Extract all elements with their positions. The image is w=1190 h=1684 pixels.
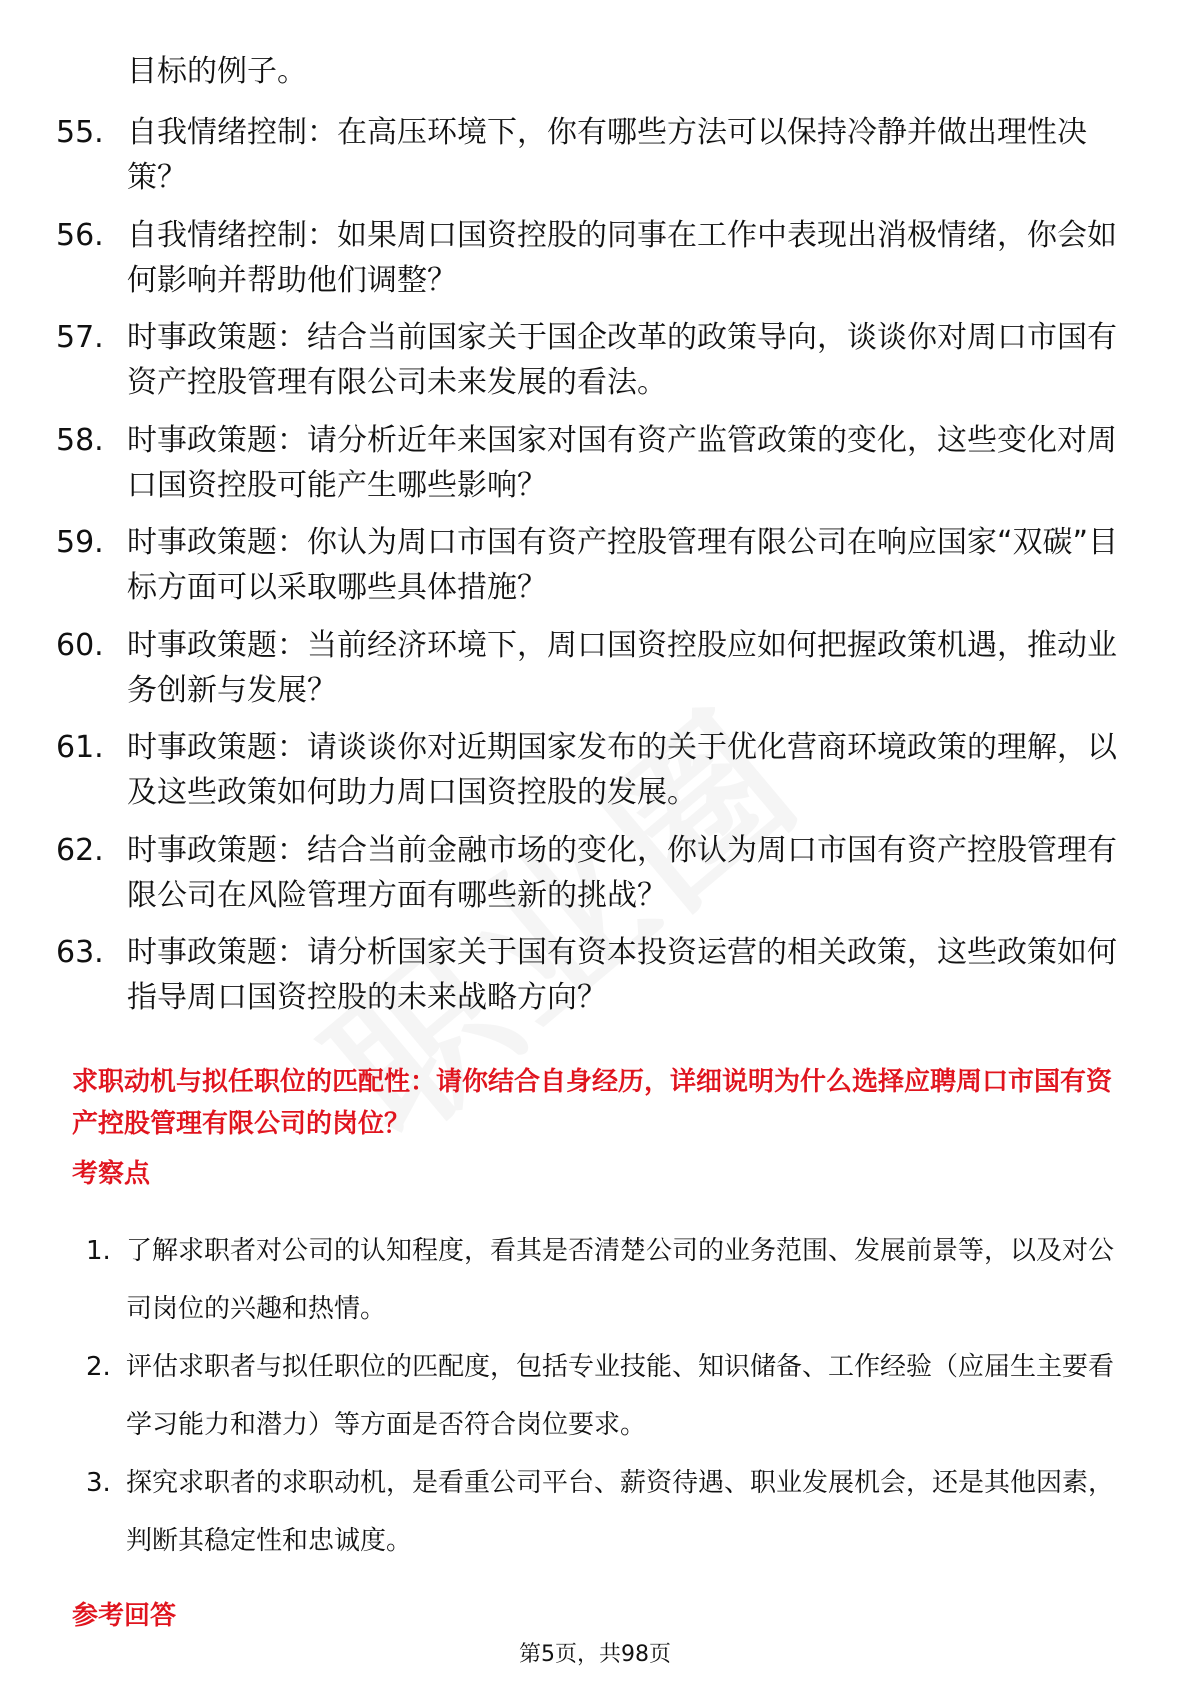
- reference-answer-heading: 参考回答: [72, 1601, 177, 1631]
- point-number: 3.: [86, 1468, 111, 1498]
- question-item: [56, 930, 1120, 1020]
- question-item: [56, 623, 1120, 713]
- question-number: 62.: [56, 832, 104, 868]
- question-number: 56.: [56, 217, 104, 253]
- question-text: 时事政策题：请谈谈你对近期国家发布的关于优化营商环境政策的理解，以及这些政策如何助力周口国资控股的发展。: [127, 730, 1117, 810]
- question-text: 自我情绪控制：如果周口国资控股的同事在工作中表现出消极情绪，你会如何影响并帮助他们调整？: [127, 217, 1117, 298]
- question-number: 58.: [56, 422, 104, 458]
- question-number: 61.: [56, 730, 104, 765]
- question-text: 时事政策题：你认为周口市国有资产控股管理有限公司在响应国家“双碳”目标方面可以采取哪些具体措施？: [127, 525, 1119, 605]
- assessment-point: [86, 1338, 1122, 1454]
- question-number: 55.: [56, 115, 104, 150]
- question-item: [56, 418, 1120, 508]
- question-text: 时事政策题：结合当前国家关于国企改革的政策导向，谈谈你对周口市国有资产控股管理有限公司未来发展的看法。: [127, 320, 1117, 400]
- assessment-points-list: [86, 1222, 1122, 1570]
- assessment-point: [86, 1222, 1122, 1338]
- question-item: [56, 520, 1120, 610]
- question-text: 时事政策题：结合当前金融市场的变化，你认为周口市国有资产控股管理有限公司在风险管理方面有哪些新的挑战？: [127, 832, 1117, 913]
- question-item: [56, 828, 1120, 918]
- question-item: [56, 315, 1120, 405]
- question-list: [56, 110, 1120, 1033]
- question-text: 时事政策题：当前经济环境下，周口国资控股应如何把握政策机遇，推动业务创新与发展？: [127, 627, 1117, 708]
- page-number: 第5页，共98页: [519, 1642, 671, 1667]
- point-text: 评估求职者与拟任职位的匹配度，包括专业技能、知识储备、工作经验（应届生主要看学习能力和潜力）等方面是否符合岗位要求。: [126, 1352, 1115, 1440]
- point-number: 2.: [86, 1352, 111, 1382]
- question-item: [56, 110, 1120, 200]
- question-text: 自我情绪控制：在高压环境下，你有哪些方法可以保持冷静并做出理性决策？: [127, 115, 1087, 195]
- continuation-text: 目标的例子。: [127, 54, 307, 89]
- assessment-point: [86, 1454, 1122, 1570]
- question-number: 60.: [56, 627, 104, 663]
- point-number: 1.: [86, 1236, 111, 1266]
- assessment-points-heading: 考察点: [72, 1159, 151, 1189]
- question-number: 57.: [56, 320, 104, 355]
- question-number: 63.: [56, 935, 104, 970]
- question-text: 时事政策题：请分析近年来国家对国有资产监管政策的变化，这些变化对周口国资控股可能产生哪些影响？: [127, 422, 1117, 503]
- point-text: 探究求职者的求职动机，是看重公司平台、薪资待遇、职业发展机会，还是其他因素，判断其稳定性和忠诚度。: [126, 1468, 1115, 1556]
- point-text: 了解求职者对公司的认知程度，看其是否清楚公司的业务范围、发展前景等，以及对公司岗位的兴趣和热情。: [126, 1236, 1115, 1324]
- question-number: 59.: [56, 525, 104, 560]
- section-heading: 求职动机与拟任职位的匹配性：请你结合自身经历，详细说明为什么选择应聘周口市国有资产控股管理有限公司的岗位？: [72, 1067, 1113, 1139]
- question-item: [56, 725, 1120, 815]
- question-item: [56, 213, 1120, 303]
- question-text: 时事政策题：请分析国家关于国有资本投资运营的相关政策，这些政策如何指导周口国资控股的未来战略方向？: [127, 935, 1117, 1015]
